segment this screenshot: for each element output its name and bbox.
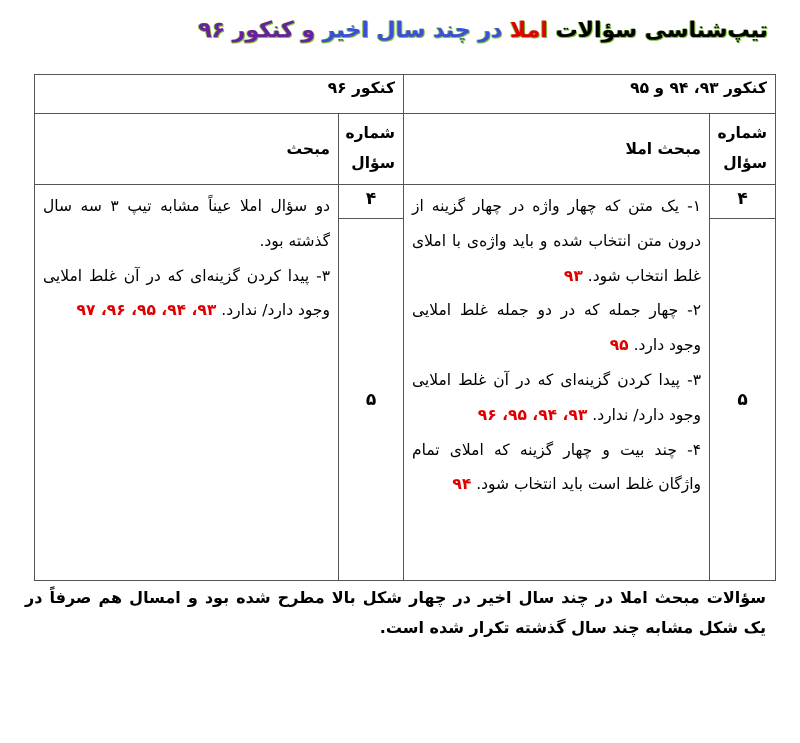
item-text: ۳- پیدا کردن گزینه‌ای که در آن غلط املایی وجود دارد/ ندارد. <box>43 266 331 320</box>
summary-text: سؤالات مبحث املا در چند سال اخیر در چهار شکل بالا مطرح شده بود و امسال هم صرفاً در یک شکل مشابه چند سال گذشته تکرار شده است. <box>25 588 766 637</box>
list-item <box>43 189 330 259</box>
item-text: ۱- یک متن که چهار واژه در چهار گزینه از درون متن انتخاب شده و باید واژه‌ی با املای غلط انتخاب شود. <box>412 197 702 285</box>
topic-cell-right <box>404 185 710 581</box>
col-topic-right: مبحث املا <box>404 114 710 185</box>
question-number-right-2: ۵ <box>710 219 776 581</box>
table-row <box>35 185 776 219</box>
title-part4: و کنکور ۹۶ <box>198 18 316 43</box>
title-part2: املا <box>510 18 548 43</box>
list-item <box>43 259 330 329</box>
years-label: ۹۴ <box>452 475 472 494</box>
column-header-row <box>35 114 776 185</box>
list-item <box>412 293 701 363</box>
question-number-left-2: ۵ <box>339 219 404 581</box>
col-number-left: شماره سؤال <box>339 114 404 185</box>
title-part3: در چند سال اخیر <box>322 18 503 43</box>
page-title <box>40 14 768 48</box>
item-text: ۴- چند بیت و چهار گزینه که املای تمام واژگان غلط است باید انتخاب شود. <box>412 440 702 494</box>
group-header-right: کنکور ۹۳، ۹۴ و ۹۵ <box>404 75 776 114</box>
col-number-right: شماره سؤال <box>710 114 776 185</box>
item-text: ۲- چهار جمله که در دو جمله غلط املایی وجود دارد. <box>412 301 702 355</box>
years-label: ۹۳ <box>563 266 583 285</box>
col-topic-left: مبحث <box>35 114 339 185</box>
list-item <box>412 189 701 293</box>
years-label: ۹۵ <box>609 336 629 355</box>
item-text: دو سؤال املا عیناً مشابه تیپ ۳ سه سال گذشته بود. <box>43 197 331 250</box>
topic-cell-left <box>35 185 339 581</box>
group-header-row <box>35 75 776 114</box>
years-label: ۹۳، ۹۴، ۹۵، ۹۶، ۹۷ <box>76 301 217 320</box>
title-part1: تیپ‌شناسی سؤالات <box>555 18 768 43</box>
question-number-right-1: ۴ <box>710 185 776 219</box>
comparison-table <box>34 74 776 581</box>
group-header-left: کنکور ۹۶ <box>35 75 404 114</box>
list-item <box>412 363 701 433</box>
item-text: ۳- پیدا کردن گزینه‌ای که در آن غلط املایی وجود دارد/ ندارد. <box>412 370 702 424</box>
list-item <box>412 433 701 503</box>
question-number-left-1: ۴ <box>339 185 404 219</box>
years-label: ۹۳، ۹۴، ۹۵، ۹۶ <box>477 405 588 424</box>
